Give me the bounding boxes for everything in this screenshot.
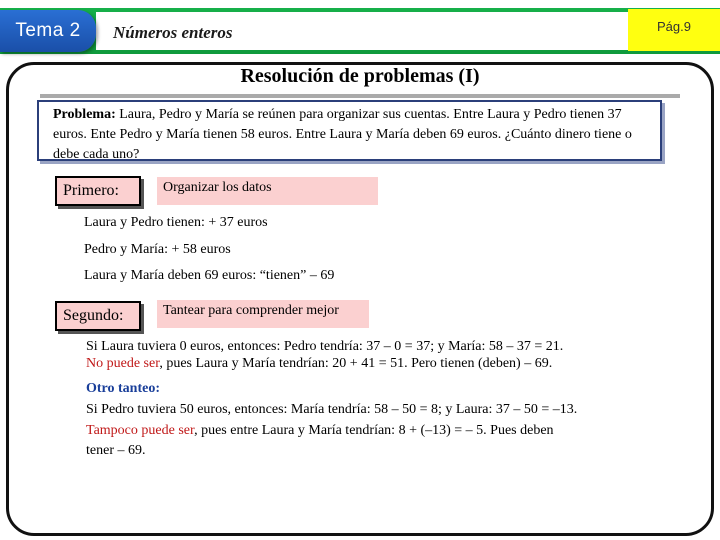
try2-line2 [86,423,554,439]
subject-title: Números enteros [113,23,233,42]
step-segundo-description: Tantear para comprender mejor [157,300,369,328]
problem-box [37,100,662,161]
title-divider [40,94,680,98]
try2-line3: tener – 69. [86,443,146,458]
data-line-1: Laura y Pedro tienen: + 37 euros [84,215,268,230]
try2-line2-rest: , pues entre Laura y María tendrían: 8 + (–13) = – 5. Pues deben [194,423,554,438]
problem-text: Laura, Pedro y María se reúnen para organizar sus cuentas. Entre Laura y Pedro tienen 37 euros. Ente Pedro y María tienen 58 euros. Entre Laura y María deben 69 euros. ¿Cuánto dinero tiene o debe cada uno? [53,107,632,162]
data-line-2: Pedro y María: + 58 euros [84,242,231,257]
problem-label: Problema: [53,107,116,122]
try2-red-text: Tampoco puede ser [86,423,195,438]
try2-line1: Si Pedro tuviera 50 euros, entonces: María tendría: 58 – 50 = 8; y Laura: 37 – 50 = –13. [86,402,578,417]
try1-red-text: No puede ser [86,356,160,371]
try1-line2 [86,356,552,372]
step-segundo-label: Segundo: [55,301,141,331]
try1-line2-rest: , pues Laura y María tendrían: 20 + 41 = 51. Pero tienen (deben) – 69. [159,356,553,371]
try1-line1: Si Laura tuviera 0 euros, entonces: Pedro tendría: 37 – 0 = 37; y María: 58 – 37 = 21. [86,339,564,354]
page-title: Resolución de problemas (I) [240,65,480,87]
tema-badge [0,10,96,52]
page-number: Pág.9 [628,9,720,51]
step-primero-label: Primero: [55,176,141,206]
header-bar [0,0,720,56]
step-primero-description: Organizar los datos [157,177,378,205]
other-try-label: Otro tanteo: [86,381,160,396]
data-line-3: Laura y María deben 69 euros: “tienen” – 69 [84,268,335,283]
tema-label: Tema 2 [15,20,81,41]
